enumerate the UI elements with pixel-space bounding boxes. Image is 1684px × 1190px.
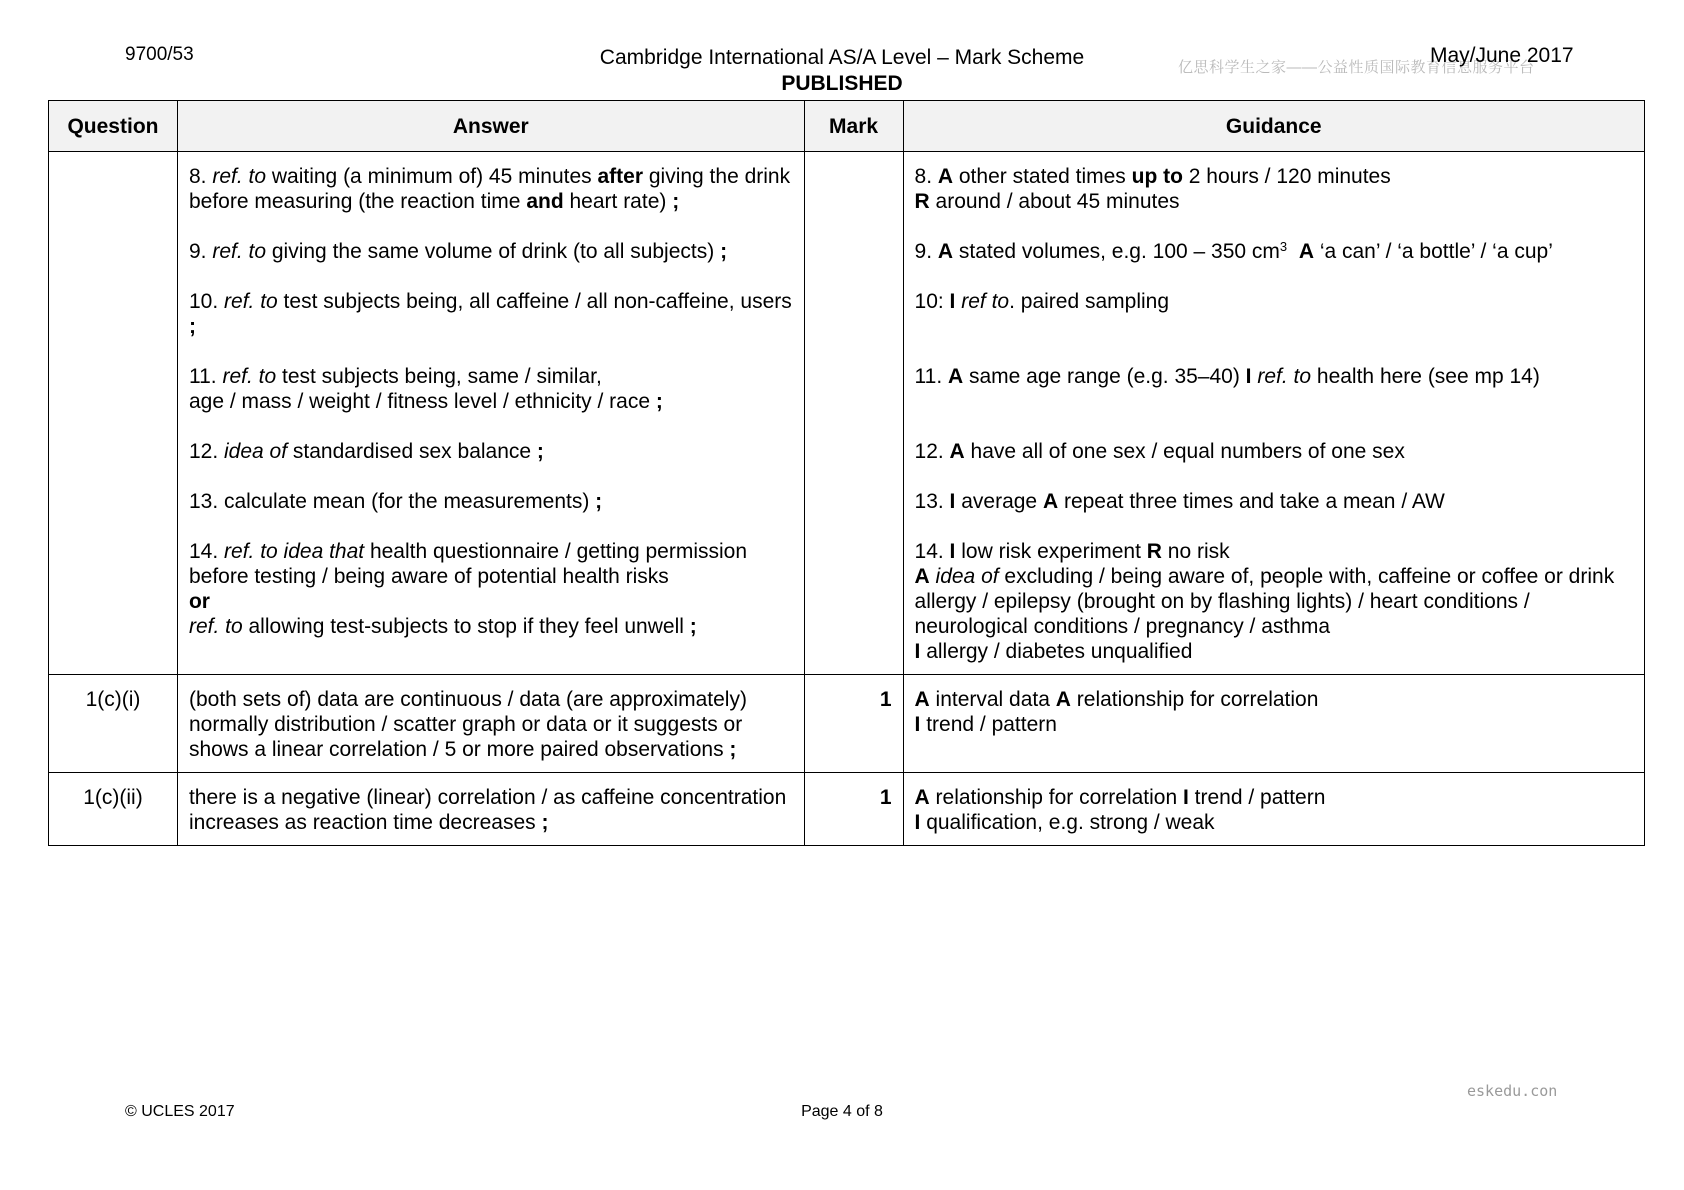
title-line: Cambridge International AS/A Level – Mark Scheme [599, 46, 1085, 69]
paper-code: 9700/53 [125, 44, 194, 65]
mark-cell [804, 152, 903, 675]
answer-point-14: 14. ref. to idea that health questionnaire / getting permission before testing / being aware of potential health risks or ref. to allowing test-subjects to stop if they feel unwell ; [188, 540, 748, 638]
exam-session: May/June 2017 [1430, 44, 1574, 67]
mark-scheme-table [48, 100, 1645, 846]
header-guidance: Guidance [903, 101, 1644, 152]
table-row [49, 152, 1645, 675]
table-header-row [49, 101, 1645, 152]
mark-cell: 1 [804, 675, 903, 773]
mark-cell: 1 [804, 773, 903, 846]
guidance-point-14: 14. I low risk experiment R no risk A idea of excluding / being aware of, people with, caffeine or coffee or drink allergy / epilepsy (brought on by flashing lights) / heart conditions / neurological conditions / pregnancy / asthma I allergy / diabetes unqualified [914, 540, 1615, 663]
header-question: Question [49, 101, 178, 152]
guidance-point-9: 9. A stated volumes, e.g. 100 – 350 $cm^3$ A ‘a can’ / ‘a bottle’ / ‘a cup’ [914, 239, 1553, 263]
answer-cell: (both sets of) data are continuous / data (are approximately) normally distribution / scatter graph or data or it suggests or shows a linear correlation / 5 or more paired observations ; [177, 675, 804, 773]
answer-cell: there is a negative (linear) correlation / as caffeine concentration increases as reaction time decreases ; [177, 773, 804, 846]
guidance-point-13: 13. I average A repeat three times and take a mean / AW [914, 490, 1445, 513]
answer-point-9: 9. ref. to giving the same volume of drink (to all subjects) ; [188, 240, 728, 263]
answer-point-10: 10. ref. to test subjects being, all caffeine / all non-caffeine, users ; [188, 290, 792, 338]
answer-point-11: 11. ref. to test subjects being, same / similar, age / mass / weight / fitness level / ethnicity / race ; [188, 365, 663, 413]
question-cell: 1(c)(ii) [49, 773, 178, 846]
table-row [49, 773, 1645, 846]
guidance-point-8: 8. A other stated times up to 2 hours / 120 minutes R around / about 45 minutes [914, 165, 1391, 213]
table-row [49, 675, 1645, 773]
guidance-cell: A relationship for correlation I trend / pattern I qualification, e.g. strong / weak [903, 773, 1644, 846]
guidance-point-12: 12. A have all of one sex / equal numbers of one sex [914, 440, 1405, 463]
watermark-top: 亿思科学生之家——公益性质国际教育信息服务平台 [1178, 59, 1535, 76]
published-label: PUBLISHED [781, 72, 903, 95]
copyright-notice: © UCLES 2017 [125, 1103, 235, 1120]
question-cell: 1(c)(i) [49, 675, 178, 773]
answer-cell [177, 152, 804, 675]
page-number: Page 4 of 8 [801, 1103, 883, 1120]
guidance-cell [903, 152, 1644, 675]
watermark-bottom: eskedu.con [1467, 1082, 1558, 1100]
header-answer: Answer [177, 101, 804, 152]
guidance-point-11: 11. A same age range (e.g. 35–40) I ref. to health here (see mp 14) [914, 365, 1540, 388]
answer-point-8: 8. ref. to waiting (a minimum of) 45 minutes after giving the drink before measuring (the reaction time and heart rate) ; [188, 165, 791, 213]
question-cell [49, 152, 178, 675]
answer-point-12: 12. idea of standardised sex balance ; [188, 440, 544, 463]
guidance-cell: A interval data A relationship for correlation I trend / pattern [903, 675, 1644, 773]
guidance-point-10: 10: I ref to. paired sampling [914, 290, 1170, 313]
answer-point-13: 13. calculate mean (for the measurements) ; [188, 490, 603, 513]
header-mark: Mark [804, 101, 903, 152]
